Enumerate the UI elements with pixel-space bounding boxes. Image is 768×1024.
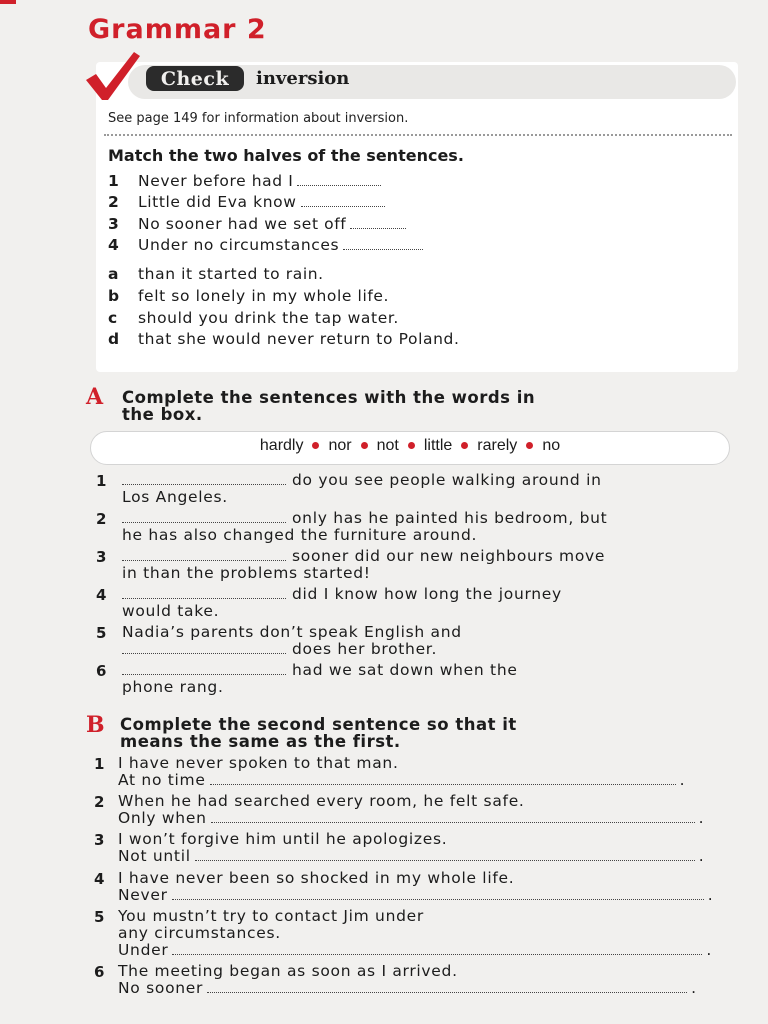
item-number: 5	[96, 624, 107, 642]
item-text-cont: does her brother.	[292, 640, 438, 658]
sentence-end-c	[108, 309, 399, 327]
see-page-note: See page 149 for information about inversion.	[108, 111, 409, 126]
item-text-cont: Los Angeles.	[122, 488, 228, 506]
answer-blank[interactable]	[122, 642, 286, 654]
item-text: did I know how long the journey	[292, 585, 562, 603]
item-number: 2	[108, 193, 120, 211]
item-sentence: I have never been so shocked in my whole life.	[118, 869, 515, 887]
check-topic: inversion	[256, 68, 350, 89]
item-text-cont: in than the problems started!	[122, 564, 371, 582]
answer-line[interactable]	[211, 811, 695, 823]
item-number: 1	[94, 755, 105, 773]
dotted-divider	[104, 134, 732, 136]
section-b-heading	[120, 716, 517, 750]
word-option: no	[542, 437, 561, 454]
section-a-heading-line2: the box.	[122, 405, 203, 424]
item-number: 5	[94, 908, 105, 926]
item-number: 3	[108, 215, 120, 233]
word-option: not	[376, 437, 399, 454]
word-box-list	[90, 437, 730, 455]
check-label: Check	[146, 66, 244, 91]
sentence-end-text: should you drink the tap water.	[138, 309, 399, 327]
item-number: 3	[96, 548, 107, 566]
item-number: 2	[96, 510, 107, 528]
item-text-cont: he has also changed the furniture around.	[122, 526, 478, 544]
item-prompt: Never	[118, 886, 168, 904]
sentence-start-3	[108, 215, 406, 233]
sentence-start-text: Never before had I	[138, 172, 294, 190]
item-text: do you see people walking around in	[292, 471, 602, 489]
sentence-start-4	[108, 236, 423, 254]
item-number: 6	[96, 662, 107, 680]
sentence-start-text: Little did Eva know	[138, 193, 297, 211]
item-number: 1	[108, 172, 120, 190]
item-letter: d	[108, 330, 120, 348]
sentence-start-text: No sooner had we set off	[138, 215, 347, 233]
item-sentence: I have never spoken to that man.	[118, 754, 399, 772]
item-prompt: Not until	[118, 847, 191, 865]
item-text: had we sat down when the	[292, 661, 518, 679]
sentence-end-text: than it started to rain.	[138, 265, 324, 283]
item-prompt: No sooner	[118, 979, 204, 997]
item-number: 1	[96, 472, 107, 490]
item-text: only has he painted his bedroom, but	[292, 509, 608, 527]
sentence-end-text: that she would never return to Poland.	[138, 330, 460, 348]
item-prompt: Under	[118, 941, 169, 959]
match-instruction: Match the two halves of the sentences.	[108, 146, 464, 165]
answer-blank[interactable]	[350, 217, 406, 229]
section-a-heading	[122, 389, 535, 423]
item-sentence: I won’t forgive him until he apologizes.	[118, 830, 448, 848]
item-prompt: Only when	[118, 809, 207, 827]
section-b-heading-line2: means the same as the first.	[120, 732, 401, 751]
word-option: nor	[328, 437, 352, 454]
page-title: Grammar 2	[88, 14, 267, 45]
item-text: Nadia’s parents don’t speak English and	[122, 623, 462, 641]
item-number: 6	[94, 963, 105, 981]
section-a-heading-line1: Complete the sentences with the words in	[122, 388, 536, 407]
item-number: 4	[94, 870, 105, 888]
sentence-end-a	[108, 265, 324, 283]
corner-tab	[0, 0, 16, 4]
item-sentence: You mustn’t try to contact Jim under	[118, 907, 424, 925]
red-dot-icon	[526, 442, 533, 449]
answer-line[interactable]	[172, 888, 704, 900]
item-letter: a	[108, 265, 120, 283]
item-letter: c	[108, 309, 118, 327]
item-sentence: When he had searched every room, he felt safe.	[118, 792, 525, 810]
word-option: little	[423, 437, 453, 454]
answer-line[interactable]	[210, 773, 676, 785]
sentence-end-text: felt so lonely in my whole life.	[138, 287, 390, 305]
item-number: 2	[94, 793, 105, 811]
check-mark-icon	[82, 50, 142, 102]
sentence-start-text: Under no circumstances	[138, 236, 340, 254]
red-dot-icon	[361, 442, 368, 449]
answer-blank[interactable]	[122, 587, 286, 599]
word-option: rarely	[477, 437, 518, 454]
item-number: 4	[108, 236, 120, 254]
section-b-heading-line1: Complete the second sentence so that it	[120, 715, 517, 734]
item-number: 4	[96, 586, 107, 604]
section-b-letter: B	[86, 712, 105, 738]
section-a-letter: A	[86, 384, 104, 410]
word-option: hardly	[259, 437, 304, 454]
answer-line[interactable]	[195, 849, 695, 861]
answer-line[interactable]	[207, 981, 687, 993]
answer-blank[interactable]	[122, 549, 286, 561]
answer-line[interactable]	[172, 943, 702, 955]
red-dot-icon	[312, 442, 319, 449]
sentence-start-2	[108, 193, 385, 211]
answer-blank[interactable]	[122, 473, 286, 485]
answer-blank[interactable]	[122, 511, 286, 523]
item-number: 3	[94, 831, 105, 849]
sentence-end-b	[108, 287, 389, 305]
red-dot-icon	[461, 442, 468, 449]
item-text-cont: would take.	[122, 602, 220, 620]
item-sentence-cont: any circumstances.	[118, 924, 281, 942]
answer-blank[interactable]	[297, 174, 381, 186]
item-letter: b	[108, 287, 120, 305]
sentence-start-1	[108, 172, 381, 190]
red-dot-icon	[408, 442, 415, 449]
item-text: sooner did our new neighbours move	[292, 547, 606, 565]
answer-blank[interactable]	[301, 195, 385, 207]
sentence-end-d	[108, 330, 459, 348]
answer-blank[interactable]	[343, 238, 423, 250]
answer-blank[interactable]	[122, 663, 286, 675]
item-sentence: The meeting began as soon as I arrived.	[118, 962, 458, 980]
item-prompt: At no time	[118, 771, 206, 789]
item-text-cont: phone rang.	[122, 678, 224, 696]
